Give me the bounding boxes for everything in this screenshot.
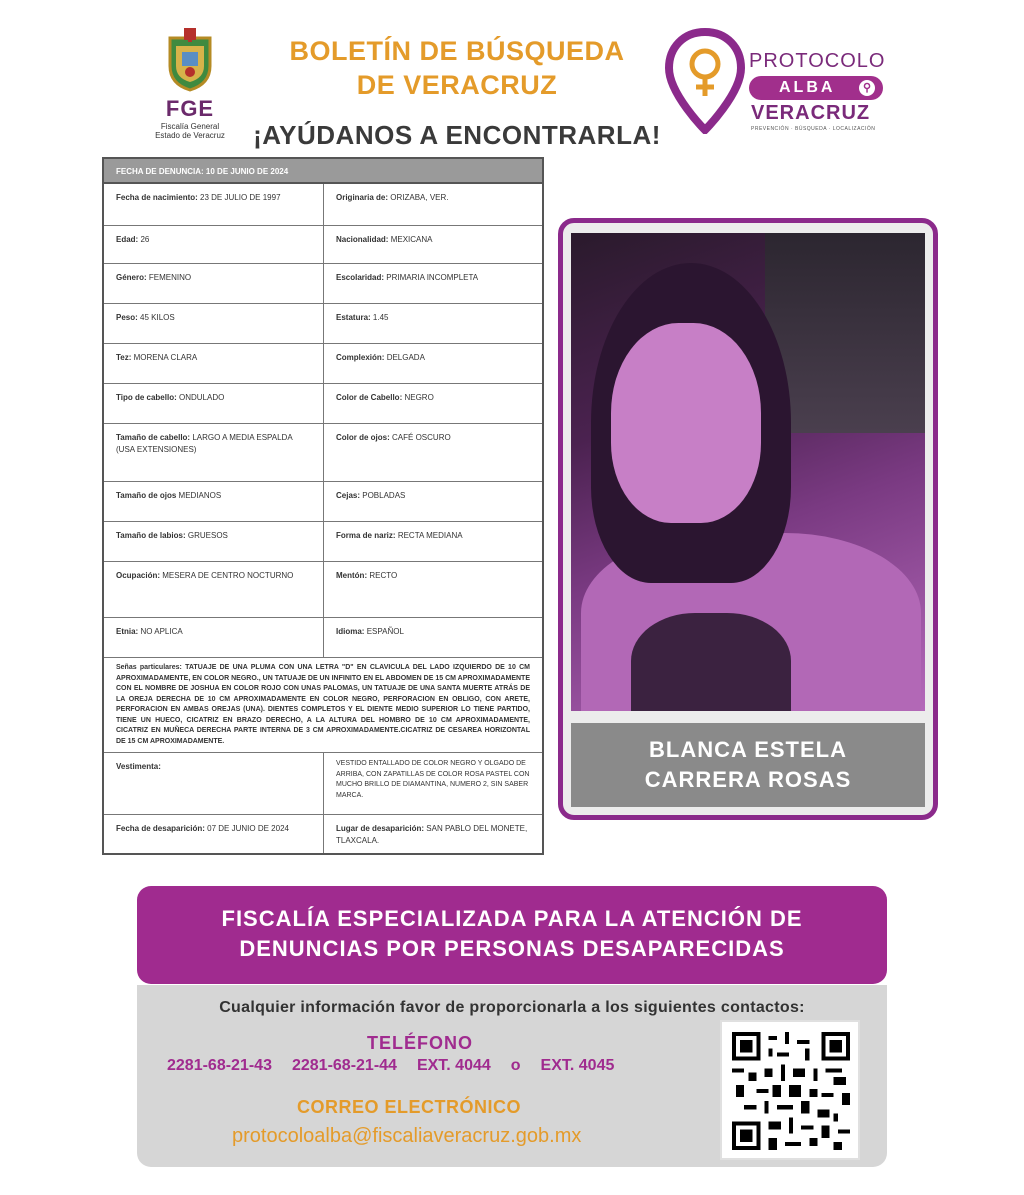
phone-label: TELÉFONO — [367, 1033, 473, 1053]
alba-name: ALBA — [779, 79, 836, 96]
table-row — [104, 424, 542, 482]
person-photo — [571, 233, 925, 711]
field-label: Género: — [116, 273, 147, 282]
table-row — [104, 482, 542, 522]
disappearance-date-label: Fecha de desaparición: — [116, 824, 205, 833]
shield-icon — [162, 28, 218, 92]
table-cell — [104, 384, 323, 423]
table-cell — [323, 304, 542, 343]
field-value: 1.45 — [372, 313, 389, 322]
field-label: Tamaño de labios: — [116, 531, 186, 540]
field-value: 23 DE JULIO DE 1997 — [200, 193, 281, 202]
banner-line1: FISCALÍA ESPECIALIZADA PARA LA ATENCIÓN DE — [221, 906, 803, 931]
table-row — [104, 184, 542, 226]
table-cell — [323, 384, 542, 423]
field-label: Tipo de cabello: — [116, 393, 177, 402]
table-cell — [104, 482, 323, 521]
person-name — [571, 723, 925, 807]
table-row — [104, 562, 542, 618]
phone-number-1[interactable]: 2281-68-21-43 — [167, 1057, 272, 1074]
field-value: MORENA CLARA — [133, 353, 198, 362]
qr-code[interactable] — [720, 1020, 860, 1160]
clothing-label: Vestimenta: — [116, 762, 161, 771]
field-value: PRIMARIA INCOMPLETA — [386, 273, 479, 282]
table-cell — [323, 184, 542, 225]
table-cell — [104, 344, 323, 383]
field-label: Complexión: — [336, 353, 385, 362]
field-value: RECTO — [369, 571, 398, 580]
clothing-value: VESTIDO ENTALLADO DE COLOR NEGRO Y OLGADO DE ARRIBA, CON ZAPATILLAS DE COLOR ROSA PASTEL CON MUCHO BRILLO DE DIAMANTINA, NUMERO 2, SIN SABER MARCA. — [323, 753, 542, 814]
alba-badge — [749, 76, 883, 100]
field-label: Edad: — [116, 235, 139, 244]
org-short: FGE — [165, 96, 215, 121]
table-row — [104, 226, 542, 264]
contact-box — [137, 985, 887, 1167]
qr-code-icon — [732, 1032, 850, 1150]
contact-intro: Cualquier información favor de proporcionarla a los siguientes contactos: — [219, 999, 805, 1016]
email-label: CORREO ELECTRÓNICO — [297, 1097, 522, 1117]
search-icon: ⚲ — [859, 80, 875, 96]
field-label: Tamaño de cabello: — [116, 433, 191, 442]
table-row — [104, 384, 542, 424]
phone-numbers — [167, 1057, 614, 1075]
field-label: Escolaridad: — [336, 273, 385, 282]
table-row-clothing — [104, 753, 542, 815]
field-value: ONDULADO — [178, 393, 225, 402]
disappearance-place-value: SAN PABLO DEL MONETE, TLAXCALA. — [336, 824, 528, 845]
field-value: GRUESOS — [187, 531, 228, 540]
org-full-line2: Estado de Veracruz — [155, 131, 225, 140]
table-cell — [104, 522, 323, 561]
field-value: DELGADA — [386, 353, 425, 362]
protocolo-alba-logo — [665, 28, 895, 138]
disappearance-place-label: Lugar de desaparición: — [336, 824, 425, 833]
extension-2: EXT. 4045 — [540, 1057, 615, 1074]
field-label: Idioma: — [336, 627, 365, 636]
phone-number-2[interactable]: 2281-68-21-44 — [291, 1057, 397, 1074]
field-value: 26 — [140, 235, 150, 244]
field-label: Color de ojos: — [336, 433, 390, 442]
field-value: NO APLICA — [140, 627, 183, 636]
field-value: MESERA DE CENTRO NOCTURNO — [162, 571, 294, 580]
disappearance-date-value: 07 DE JUNIO DE 2024 — [207, 824, 289, 833]
distinctive-marks-label: Señas particulares: — [116, 664, 182, 671]
field-value: 45 KILOS — [140, 313, 175, 322]
bulletin-title — [232, 34, 682, 151]
field-value: FEMENINO — [148, 273, 192, 282]
table-cell — [323, 226, 542, 263]
table-cell — [323, 264, 542, 303]
field-label: Etnia: — [116, 627, 139, 636]
fge-logo — [140, 28, 240, 148]
photo-card — [558, 218, 938, 820]
table-cell — [104, 424, 323, 481]
field-value: ESPAÑOL — [366, 627, 404, 636]
table-row — [104, 618, 542, 658]
field-label: Nacionalidad: — [336, 235, 389, 244]
field-value: POBLADAS — [362, 491, 406, 500]
table-row-disappearance — [104, 815, 542, 853]
distinctive-marks — [104, 658, 542, 753]
prosecutor-banner — [137, 886, 887, 984]
banner-line2: DENUNCIAS POR PERSONAS DESAPARECIDAS — [239, 936, 785, 961]
field-value: NEGRO — [404, 393, 434, 402]
field-value: LARGO A MEDIA ESPALDA (USA EXTENSIONES) — [116, 433, 293, 454]
alba-veracruz-text: VERACRUZ — [751, 102, 871, 124]
field-label: Forma de nariz: — [336, 531, 396, 540]
person-name-line2: CARRERA ROSAS — [644, 767, 852, 792]
alba-tagline: PREVENCIÓN · BÚSQUEDA · LOCALIZACIÓN — [751, 126, 876, 132]
complaint-date: FECHA DE DENUNCIA: 10 DE JUNIO DE 2024 — [104, 159, 542, 184]
distinctive-marks-value: TATUAJE DE UNA PLUMA CON UNA LETRA "D" EN CLAVICULA DEL LADO IZQUIERDO DE 10 CM APROXIMADAMENTE, EN COLOR NEGRO., UN TATUAJE DE UN INFINITO EN EL ABDOMEN DE 15 CM APROXIMADAMENTE CON EL NOMBRE DE JOSHUA EN COLOR ROJO CON UNAS PALOMAS, UN TATUAJE DE UNA SANTA MUERTE ATRÁS DE LA OREJA DERECHA DE 10 CM APROXIMADAMENTE EN COLOR NEGRO, PERFORACION EN OBLIGO, CON ARETE, PERFORACION EN AMBAS OREJAS (UNA). DIENTES COMPLETOS Y EL DIENTE MEDIO SUPERIOR LO TIENE PARTIDO, TIENE UN HUECO, CICATRIZ EN BRAZO DERECHO, A LA ALTURA DEL HOMBRO DE 10 CM APROXIMADAMENTE, CICATRIZ EN MUÑECA DERECHA PARTE INTERNA DE 3 CM APROXIMADAMENTE.CICATRIZ DE CESAREA HORIZONTAL DE 15 CM APROXIMADAMENTE. — [116, 664, 530, 745]
field-value: ORIZABA, VER. — [390, 193, 449, 202]
table-cell — [323, 482, 542, 521]
field-label: Tez: — [116, 353, 132, 362]
field-value: MEDIANOS — [178, 491, 222, 500]
person-name-line1: BLANCA ESTELA — [649, 737, 847, 762]
person-data-table — [102, 157, 544, 855]
table-cell — [104, 226, 323, 263]
field-label: Estatura: — [336, 313, 371, 322]
table-cell — [323, 562, 542, 617]
field-value: CAFÉ OSCURO — [392, 433, 451, 442]
table-cell — [323, 424, 542, 481]
or-text: o — [510, 1057, 521, 1074]
table-cell — [104, 184, 323, 225]
table-cell — [104, 304, 323, 343]
field-label: Fecha de nacimiento: — [116, 193, 198, 202]
table-cell — [323, 618, 542, 657]
table-row — [104, 264, 542, 304]
field-value: MEXICANA — [390, 235, 433, 244]
title-line2: DE VERACRUZ — [356, 70, 558, 100]
email-link[interactable]: protocoloalba@fiscaliaveracruz.gob.mx — [232, 1125, 582, 1147]
field-label: Mentón: — [336, 571, 368, 580]
table-cell — [104, 562, 323, 617]
table-cell — [104, 618, 323, 657]
map-pin-female-icon — [665, 28, 745, 134]
field-label: Peso: — [116, 313, 138, 322]
field-label: Tamaño de ojos — [116, 491, 177, 500]
table-row — [104, 344, 542, 384]
table-cell — [104, 264, 323, 303]
field-value: RECTA MEDIANA — [397, 531, 463, 540]
field-label: Originaria de: — [336, 193, 389, 202]
alba-protocolo-text: PROTOCOLO — [749, 50, 886, 72]
help-line: ¡AYÚDANOS A ENCONTRARLA! — [253, 120, 661, 150]
field-label: Color de Cabello: — [336, 393, 403, 402]
table-cell — [323, 522, 542, 561]
extension-1: EXT. 4044 — [416, 1057, 491, 1074]
title-line1: BOLETÍN DE BÚSQUEDA — [289, 36, 625, 66]
field-label: Cejas: — [336, 491, 361, 500]
table-cell — [323, 344, 542, 383]
table-row — [104, 522, 542, 562]
org-full-line1: Fiscalía General — [160, 122, 220, 131]
table-row — [104, 304, 542, 344]
field-label: Ocupación: — [116, 571, 161, 580]
